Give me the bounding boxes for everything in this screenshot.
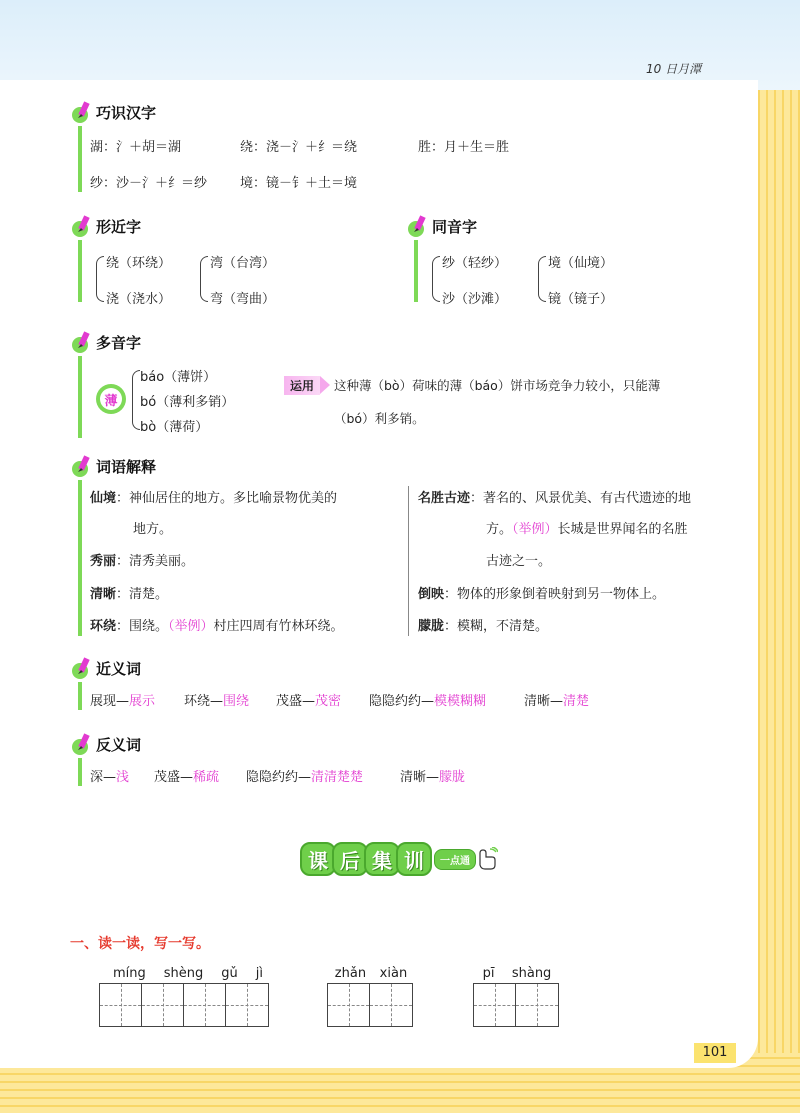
- pinyin: jì: [255, 966, 263, 981]
- section-title-qiao: [72, 100, 156, 124]
- synonym: 茂密: [315, 694, 342, 709]
- word: 隐隐约约—: [369, 694, 435, 709]
- example-tag: （举例）: [168, 619, 214, 634]
- def-mingsheng: [418, 487, 691, 506]
- qiao-item-sha: 纱：沙－氵＋纟＝纱: [90, 176, 208, 191]
- page-number: 101: [694, 1043, 736, 1063]
- qiao-item-jing: 境：镜－钅＋土＝境: [240, 176, 358, 191]
- writing-cell[interactable]: [370, 984, 412, 1026]
- section-bar: [414, 240, 418, 302]
- banner-char: 课: [300, 842, 336, 876]
- pinyin: shèng: [163, 966, 204, 981]
- xingjin-word: 弯（弯曲）: [210, 292, 276, 307]
- section-bar: [78, 682, 82, 710]
- writing-grid: [327, 983, 413, 1027]
- section-bar: [78, 126, 82, 192]
- pinyin: gǔ: [221, 966, 238, 981]
- definition: ：著名的、风景优美、有古代遗迹的地: [470, 491, 692, 506]
- section-title-text: 同音字: [432, 217, 478, 236]
- word: 展现—: [90, 694, 130, 709]
- section-bar: [78, 240, 82, 302]
- synonym-pair: [524, 690, 589, 709]
- qiao-item-hu: 湖：氵＋胡＝湖: [90, 140, 182, 155]
- section-title-ciyu: [72, 454, 156, 478]
- tongyin-word: 纱（轻纱）: [442, 256, 508, 271]
- definition: ：神仙居住的地方。多比喻景物优美的: [116, 491, 338, 506]
- word: 环绕—: [184, 694, 224, 709]
- usage-tag: 运用: [284, 376, 320, 395]
- usage-tag-arrow: [320, 376, 330, 394]
- synonym: 围绕: [223, 694, 250, 709]
- term: 名胜古迹: [418, 491, 471, 506]
- definition: ：模糊，不清楚。: [444, 619, 549, 634]
- chapter-note: 10 日月潭: [646, 62, 702, 76]
- def-xianjing-cont: 地方。: [133, 522, 173, 537]
- pencil-icon: [72, 454, 92, 478]
- brace: [132, 370, 140, 430]
- antonym: 朦胧: [439, 770, 466, 785]
- section-title-text: 词语解释: [96, 457, 157, 476]
- def-mingsheng-cont2: 古迹之一。: [486, 554, 552, 569]
- def-xianjing: [90, 487, 337, 506]
- synonym: 展示: [129, 694, 156, 709]
- practice-banner: [300, 842, 498, 876]
- definition: ：清秀美丽。: [116, 554, 195, 569]
- term: 倒映: [418, 587, 445, 602]
- word: 隐隐约约—: [246, 770, 312, 785]
- word: 清晰—: [524, 694, 564, 709]
- brace: [96, 256, 104, 302]
- term: 秀丽: [90, 554, 117, 569]
- reading: bò（薄荷）: [140, 420, 209, 435]
- antonym-pair: [154, 766, 219, 785]
- xingjin-word: 绕（环绕）: [106, 256, 172, 271]
- pencil-icon: [72, 330, 92, 354]
- term: 清晰: [90, 587, 117, 602]
- pencil-icon: [72, 100, 92, 124]
- usage-line: （bó）利多销。: [334, 411, 425, 426]
- section-title-text: 巧识汉字: [96, 103, 157, 122]
- antonym-pair: [246, 766, 363, 785]
- definition: ：清楚。: [116, 587, 169, 602]
- qiao-item-sheng: 胜：月＋生＝胜: [418, 140, 510, 155]
- tongyin-word: 镜（镜子）: [548, 292, 614, 307]
- example-tag: （举例）: [512, 522, 558, 537]
- pinyin: xiàn: [379, 966, 408, 981]
- brace: [200, 256, 208, 302]
- antonym: 清清楚楚: [311, 770, 364, 785]
- section-title-fanyi: [72, 732, 141, 756]
- pinyin: shàng: [511, 966, 552, 981]
- antonym-pair: [400, 766, 465, 785]
- def-mingsheng-cont: [486, 518, 688, 537]
- section-title-duoyin: [72, 330, 141, 354]
- usage-line: 这种薄（bò）荷味的薄（báo）饼市场竞争力较小，只能薄: [334, 378, 661, 393]
- pointing-hand-icon: [476, 847, 498, 871]
- synonym-pair: [369, 690, 486, 709]
- antonym-pair: [90, 766, 129, 785]
- section-bar: [78, 356, 82, 438]
- word: 深—: [90, 770, 117, 785]
- term: 朦胧: [418, 619, 445, 634]
- def-daoying: [418, 583, 665, 602]
- writing-cell[interactable]: [184, 984, 226, 1026]
- synonym-pair: [90, 690, 155, 709]
- reading: bó（薄利多销）: [140, 395, 235, 410]
- pencil-icon: [72, 214, 92, 238]
- def-menglong: [418, 615, 548, 634]
- writing-cell[interactable]: [474, 984, 516, 1026]
- definition: ：物体的形象倒着映射到另一物体上。: [444, 587, 666, 602]
- writing-cell[interactable]: [516, 984, 558, 1026]
- column-divider: [408, 486, 409, 636]
- def-qingxi: [90, 583, 168, 602]
- section-title-tongyin: [408, 214, 477, 238]
- banner-tail: 一点通: [434, 849, 476, 870]
- pinyin: míng: [112, 966, 146, 981]
- section-title-jinyi: [72, 656, 141, 680]
- section-title-text: 反义词: [96, 735, 142, 754]
- xingjin-word: 浇（浇水）: [106, 292, 172, 307]
- section-title-text: 近义词: [96, 659, 142, 678]
- brace: [432, 256, 440, 302]
- word: 茂盛—: [276, 694, 316, 709]
- reading: báo（薄饼）: [140, 370, 217, 385]
- definition: 方。: [486, 522, 513, 537]
- pencil-icon: [72, 656, 92, 680]
- pinyin-row: [474, 966, 560, 981]
- writing-grid: [99, 983, 269, 1027]
- tongyin-word: 境（仙境）: [548, 256, 614, 271]
- pinyin: zhǎn: [334, 966, 367, 981]
- def-huanrao: [90, 615, 344, 634]
- polyphone-char: 薄: [100, 388, 122, 410]
- pinyin-row: [104, 966, 272, 981]
- pencil-icon: [408, 214, 428, 238]
- banner-char: 训: [396, 842, 432, 876]
- tongyin-word: 沙（沙滩）: [442, 292, 508, 307]
- qiao-item-rao: 绕：浇－氵＋纟＝绕: [240, 140, 358, 155]
- xingjin-word: 湾（台湾）: [210, 256, 276, 271]
- writing-cell[interactable]: [142, 984, 184, 1026]
- antonym: 浅: [116, 770, 130, 785]
- section-bar: [78, 758, 82, 786]
- banner-char: 后: [332, 842, 368, 876]
- polyphone-badge: [96, 384, 126, 414]
- definition: ：围绕。: [116, 619, 169, 634]
- pinyin-row: [328, 966, 414, 981]
- synonym: 模模糊糊: [434, 694, 487, 709]
- def-xiuli: [90, 550, 194, 569]
- synonym-pair: [276, 690, 341, 709]
- section-title-xingjin: [72, 214, 141, 238]
- antonym: 稀疏: [193, 770, 220, 785]
- synonym-pair: [184, 690, 249, 709]
- writing-cell[interactable]: [226, 984, 268, 1026]
- section-title-text: 形近字: [96, 217, 142, 236]
- brace: [538, 256, 546, 302]
- writing-cell[interactable]: [328, 984, 370, 1026]
- section-bar: [78, 480, 82, 636]
- section-title-text: 多音字: [96, 333, 142, 352]
- word: 茂盛—: [154, 770, 194, 785]
- writing-grid: [473, 983, 559, 1027]
- example: 长城是世界闻名的名胜: [557, 522, 688, 537]
- term: 环绕: [90, 619, 117, 634]
- word: 清晰—: [400, 770, 440, 785]
- pinyin: pī: [482, 966, 495, 981]
- exercise-title: 一、读一读，写一写。: [70, 936, 210, 952]
- term: 仙境: [90, 491, 117, 506]
- writing-cell[interactable]: [100, 984, 142, 1026]
- page-edge-stack: [752, 90, 800, 1113]
- example: 村庄四周有竹林环绕。: [213, 619, 344, 634]
- pencil-icon: [72, 732, 92, 756]
- synonym: 清楚: [563, 694, 590, 709]
- banner-char: 集: [364, 842, 400, 876]
